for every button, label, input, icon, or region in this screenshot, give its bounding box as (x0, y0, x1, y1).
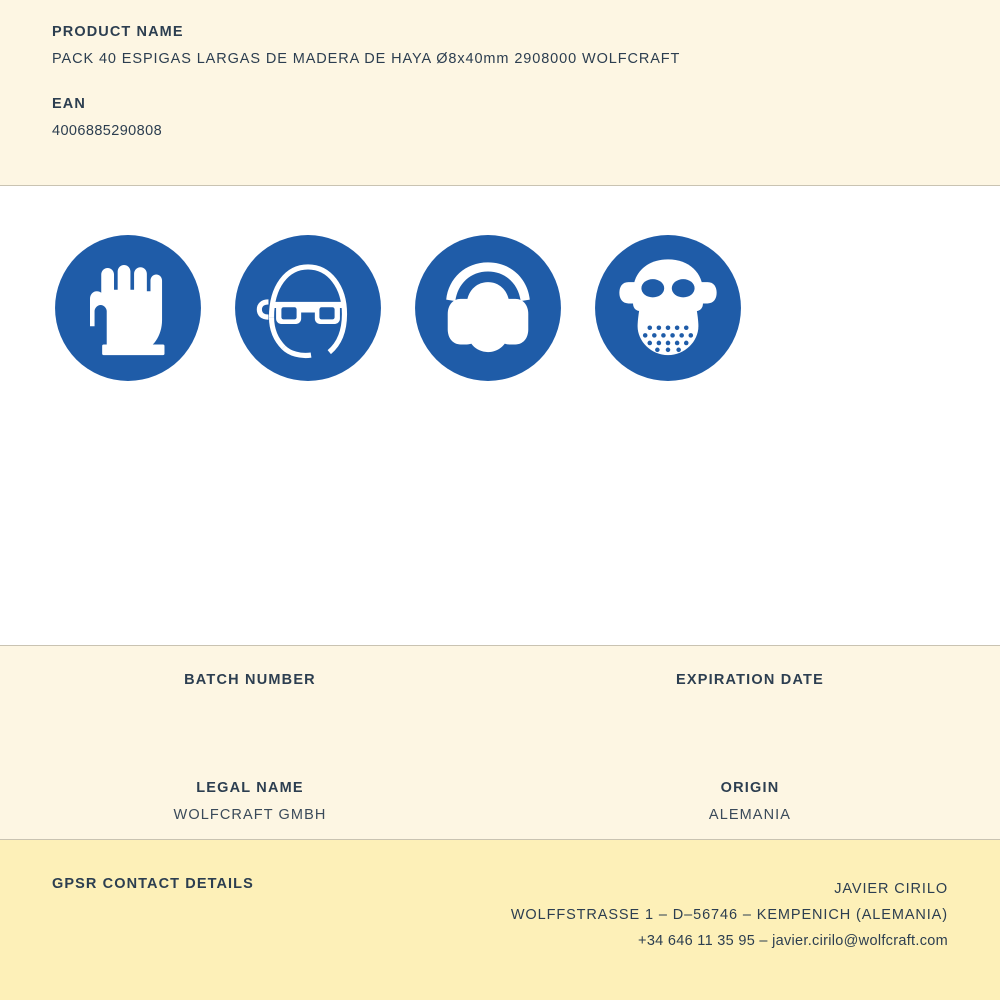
contact-name: JAVIER CIRILO (834, 881, 948, 897)
wear-protective-gloves-icon (52, 232, 204, 384)
batch-number-value (0, 699, 500, 718)
batch-number-label: BATCH NUMBER (184, 672, 316, 688)
product-name-field (52, 24, 948, 67)
batch-number-field (0, 672, 500, 718)
origin-field (500, 780, 1000, 826)
expiration-date-label: EXPIRATION DATE (676, 672, 824, 688)
details-row-two (0, 780, 1000, 826)
origin-label: ORIGIN (720, 780, 780, 796)
pictogram-row (52, 232, 948, 384)
ean-label: EAN (52, 96, 86, 112)
gpsr-contact-label: GPSR CONTACT DETAILS (52, 876, 254, 892)
ean-field (52, 96, 948, 139)
wear-eye-protection-icon (232, 232, 384, 384)
footer-section (0, 840, 1000, 1000)
wear-respiratory-protection-icon (592, 232, 744, 384)
product-name-value: PACK 40 ESPIGAS LARGAS DE MADERA DE HAYA Ø8x40mm 2908000 WOLFCRAFT (52, 51, 681, 67)
pictogram-section (0, 186, 1000, 646)
legal-name-label: LEGAL NAME (196, 780, 304, 796)
contact-address: WOLFFSTRASSE 1 – D–56746 – KEMPENICH (ALEMANIA) (510, 907, 948, 923)
gpsr-contact-block (511, 876, 948, 954)
legal-name-value: WOLFCRAFT GMBH (173, 807, 327, 823)
details-row-one (0, 672, 1000, 718)
product-name-label: PRODUCT NAME (52, 24, 184, 40)
origin-value: ALEMANIA (708, 807, 792, 823)
legal-name-field (0, 780, 500, 826)
header-section (0, 0, 1000, 186)
expiration-date-value (500, 699, 1000, 718)
ean-value: 4006885290808 (52, 123, 163, 139)
contact-phone-email: +34 646 11 35 95 – javier.cirilo@wolfcraft.com (638, 933, 948, 949)
details-section (0, 646, 1000, 840)
wear-ear-protection-icon (412, 232, 564, 384)
expiration-date-field (500, 672, 1000, 718)
